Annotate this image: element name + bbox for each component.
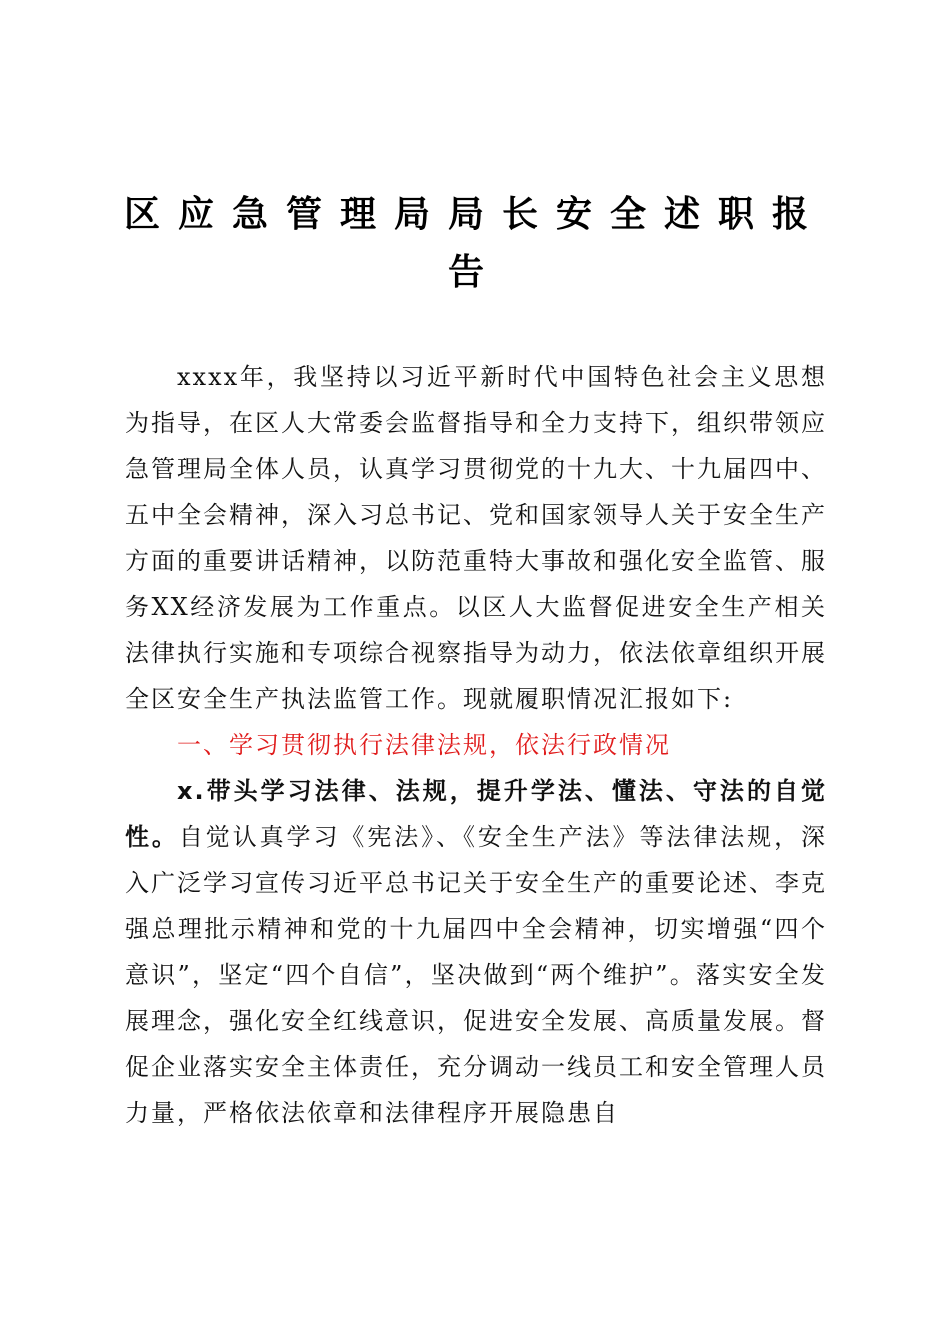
intro-paragraph: xxxx年，我坚持以习近平新时代中国特色社会主义思想为指导，在区人大常委会监督指导和全力支持下，组织带领应急管理局全体人员，认真学习贯彻党的十九大、十九届四中、五中全会精神，深入习总书记、党和国家领导人关于安全生产方面的重要讲话精神，以防范重特大事故和强化安全监管、服务XX经济发展为工作重点。以区人大监督促进安全生产相关法律执行实施和专项综合视察指导为动力，依法依章组织开展全区安全生产执法监管工作。现就履职情况汇报如下: [125, 363, 827, 713]
document-title: 区应急管理局局长安全述职报告 [123, 194, 826, 293]
document-body [125, 354, 827, 1136]
item-text-1: 自觉认真学习《宪法》、《安全生产法》等法律法规，深入广泛学习宣传习近平总书记关于安全生产的重要论述、李克强总理批示精神和党的十九届四中全会精神，切实增强“四个意识”，坚定“四个自信”，坚决做到“两个维护”。落实安全发展理念，强化安全红线意识，促进安全发展、高质量发展。督促企业落实安全主体责任，充分调动一线员工和安全管理人员力量，严格依法依章和法律程序开展隐患自 [125, 823, 828, 1127]
section-heading-1: 一、学习贯彻执行法律法规，依法行政情况 [177, 731, 671, 759]
item-paragraph-1 [125, 768, 827, 1136]
item-lead-1: x.带头学习法律、法规，提升学法、懂法、守法的自觉性。 [125, 777, 827, 851]
